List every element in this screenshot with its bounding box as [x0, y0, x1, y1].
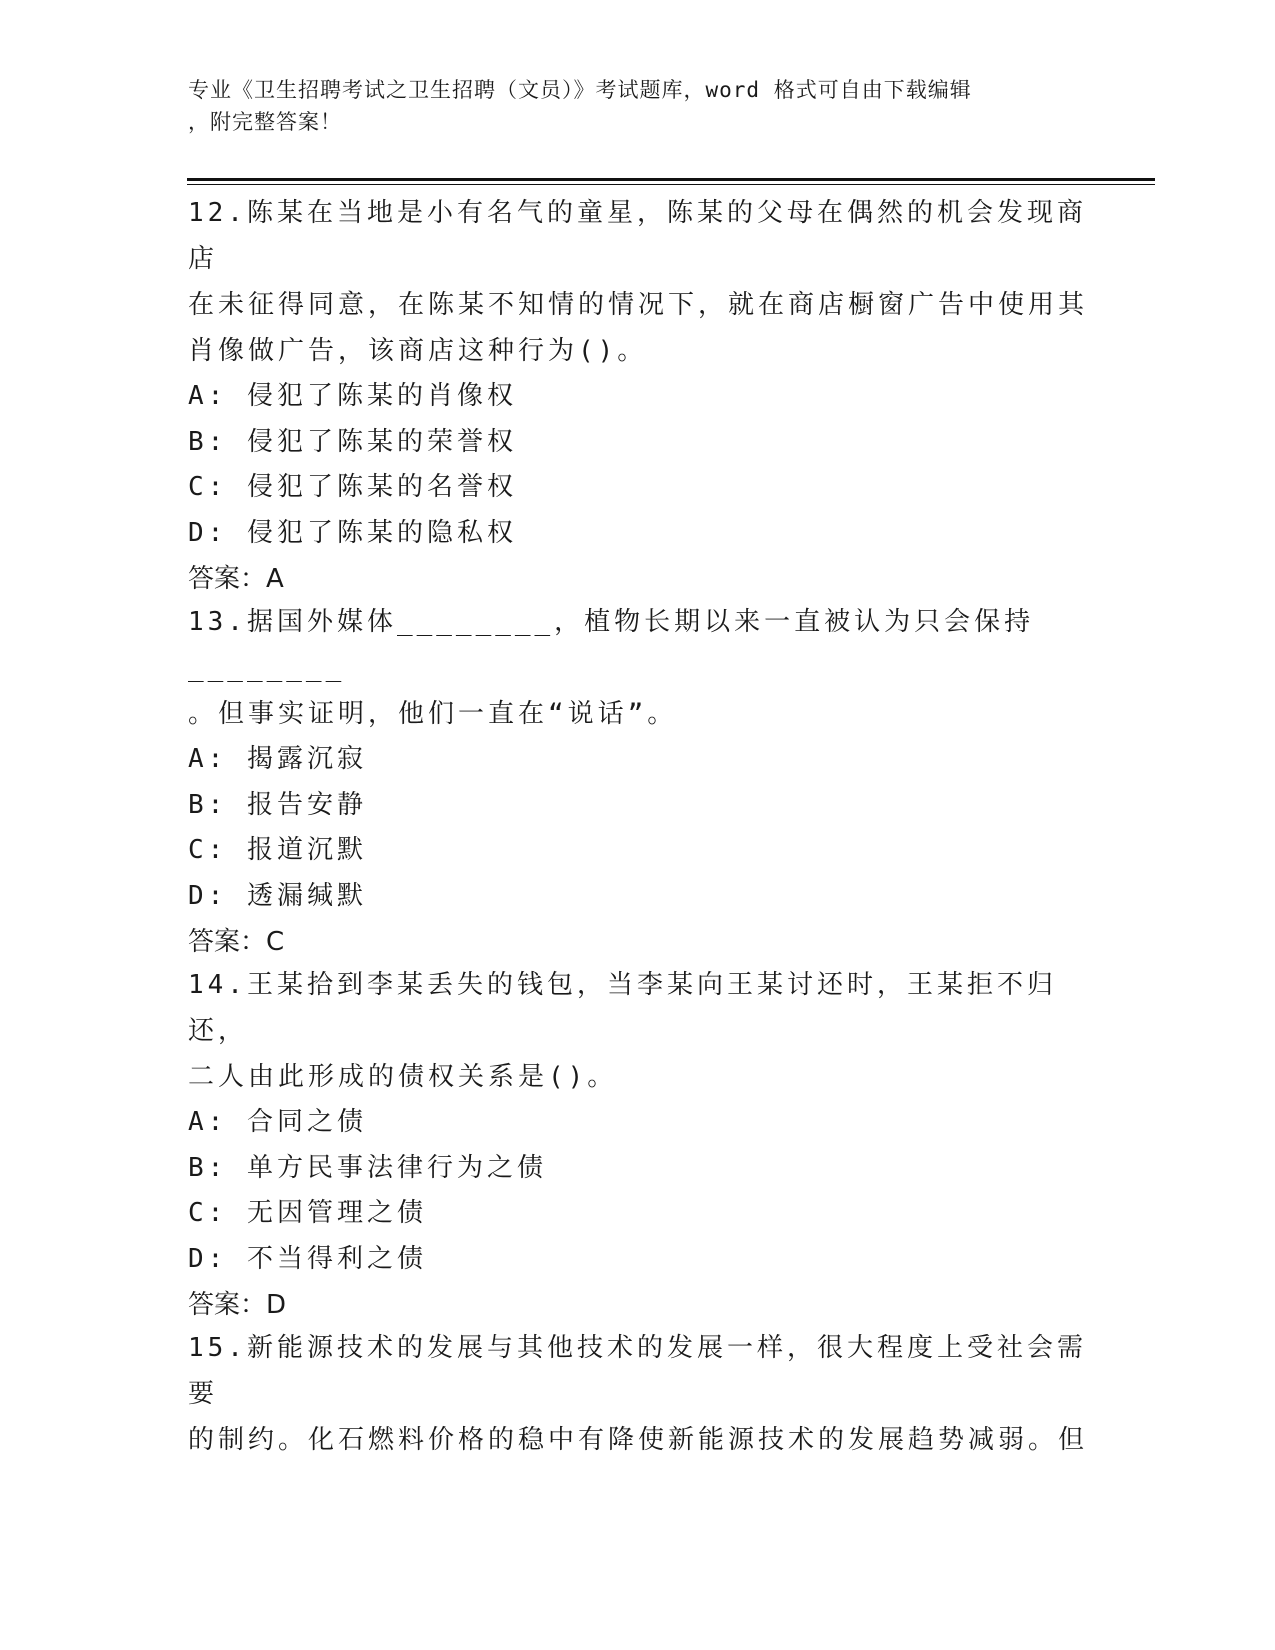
header-line-2: ，附完整答案！ [188, 110, 342, 134]
stem-line: 的制约。化石燃料价格的稳中有降使新能源技术的发展趋势减弱。但 [188, 1425, 1089, 1455]
option-d: D: 透漏缄默 [188, 880, 367, 911]
header-divider-thin [187, 184, 1155, 185]
header-divider-thick [187, 178, 1155, 181]
option-b: B: 报告安静 [188, 789, 367, 820]
question-14 [188, 962, 1088, 1328]
option-c: C: 无因管理之债 [188, 1198, 427, 1228]
question-stem [188, 962, 1088, 1100]
answer-line: 答案：C [188, 927, 285, 957]
option-c: C: 报道沉默 [188, 835, 367, 865]
option-d: D: 不当得利之债 [188, 1243, 427, 1274]
answer-line: 答案：D [188, 1290, 287, 1320]
question-stem [188, 1325, 1088, 1463]
question-stem [188, 190, 1088, 374]
document-header [188, 74, 1068, 138]
stem-line: 13.据国外媒体________，植物长期以来一直被认为只会保持________ [188, 607, 1035, 683]
stem-line: 二人由此形成的债权关系是()。 [188, 1062, 618, 1092]
option-a: A: 揭露沉寂 [188, 744, 367, 774]
answer-line: 答案：A [188, 564, 284, 594]
stem-line: 15.新能源技术的发展与其他技术的发展一样，很大程度上受社会需要 [188, 1333, 1087, 1409]
option-b: B: 单方民事法律行为之债 [188, 1152, 547, 1183]
stem-line: 。但事实证明，他们一直在“说话”。 [188, 699, 678, 729]
option-a: A: 侵犯了陈某的肖像权 [188, 381, 517, 411]
question-15 [188, 1325, 1088, 1463]
stem-line: 14.王某拾到李某丢失的钱包，当李某向王某讨还时，王某拒不归还， [188, 970, 1057, 1046]
option-a: A: 合同之债 [188, 1107, 367, 1137]
stem-line: 12.陈某在当地是小有名气的童星，陈某的父母在偶然的机会发现商店 [188, 198, 1087, 274]
question-12 [188, 190, 1088, 602]
stem-line: 肖像做广告，该商店这种行为()。 [188, 336, 648, 366]
header-line-1: 专业《卫生招聘考试之卫生招聘（文员）》考试题库，word 格式可自由下载编辑 [188, 78, 972, 102]
question-stem [188, 599, 1088, 737]
option-b: B: 侵犯了陈某的荣誉权 [188, 426, 517, 457]
option-d: D: 侵犯了陈某的隐私权 [188, 517, 517, 548]
question-13 [188, 599, 1088, 965]
stem-line: 在未征得同意，在陈某不知情的情况下，就在商店橱窗广告中使用其 [188, 290, 1089, 320]
option-c: C: 侵犯了陈某的名誉权 [188, 472, 517, 502]
